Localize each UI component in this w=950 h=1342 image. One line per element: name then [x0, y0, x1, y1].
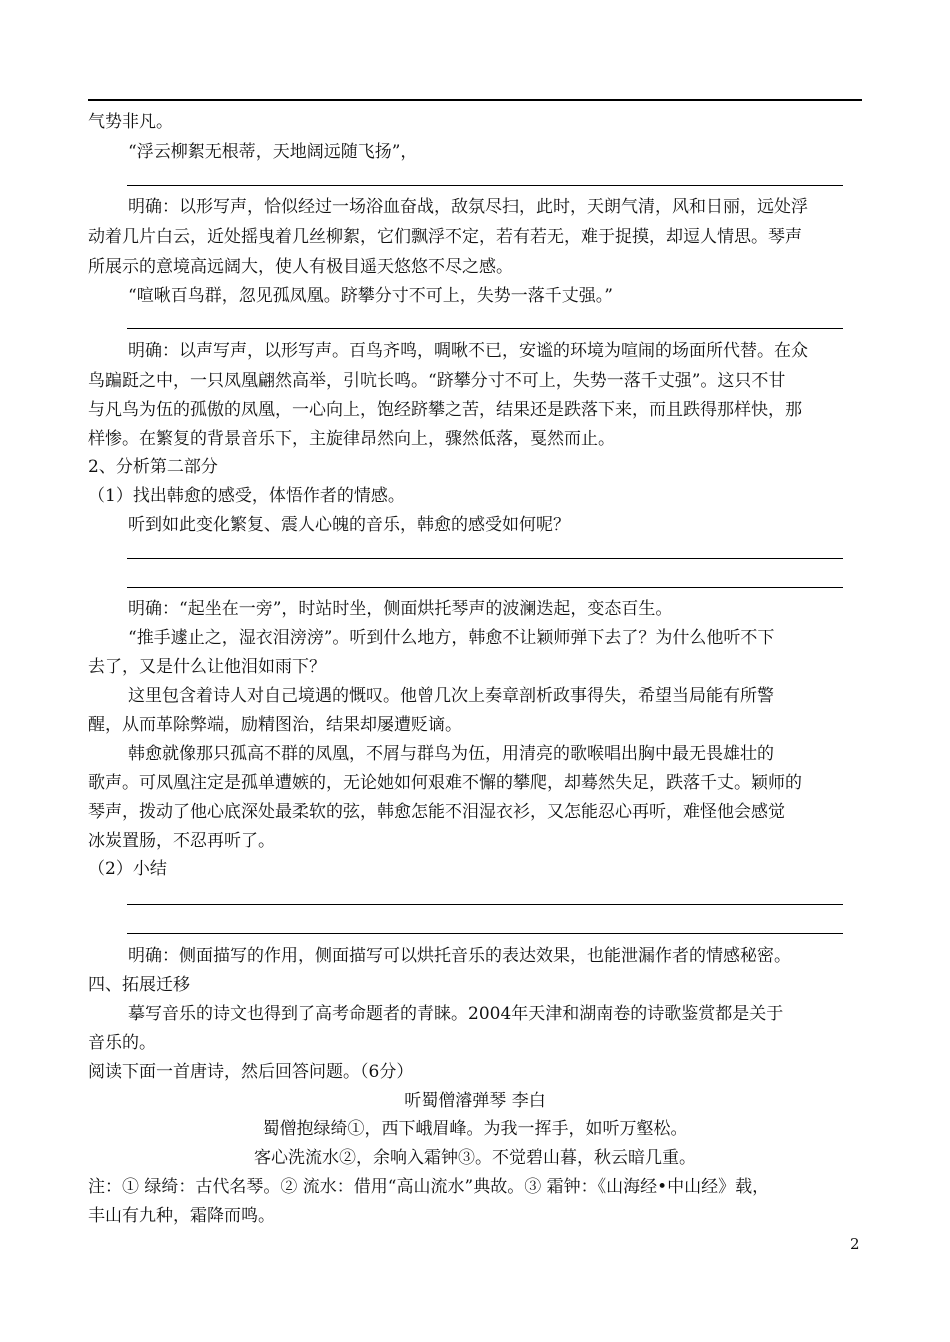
- answer-line: [127, 587, 843, 588]
- text-line: 与凡鸟为伍的孤傲的凤凰，一心向上，饱经跻攀之苦，结果还是跌落下来，而且跌得那样快，那: [88, 400, 802, 420]
- text-line: 动着几片白云，近处摇曳着几丝柳絮，它们飘浮不定，若有若无，难于捉摸，却逗人情思。琴声: [88, 227, 802, 247]
- answer-line: [127, 558, 843, 559]
- quote-line: “喧啾百鸟群，忽见孤凤凰。跻攀分寸不可上，失势一落千丈强。”: [128, 286, 613, 306]
- text-line: 去了，又是什么让他泪如雨下？: [88, 657, 326, 677]
- text-line: 鸟蹁跹之中，一只凤凰翩然高举，引吭长鸣。“跻攀分寸不可上，失势一落千丈强”。这只不甘: [88, 371, 786, 391]
- text-line: 歌声。可凤凰注定是孤单遭嫉的，无论她如何艰难不懈的攀爬，却蓦然失足，跌落千丈。颖师的: [88, 773, 802, 793]
- poem-title: 听蜀僧濬弹琴 李白: [404, 1091, 546, 1111]
- header-rule: [88, 99, 862, 101]
- sub-heading: （2）小结: [88, 859, 167, 879]
- text-line: 冰炭置肠，不忍再听了。: [88, 831, 275, 851]
- text-line: 明确：侧面描写的作用，侧面描写可以烘托音乐的表达效果，也能泄漏作者的情感秘密。: [128, 946, 791, 966]
- text-line: 阅读下面一首唐诗，然后回答问题。（6分）: [88, 1062, 414, 1082]
- poem-line: 客心洗流水②，余响入霜钟③。不觉碧山暮，秋云暗几重。: [254, 1148, 696, 1168]
- text-line: 明确：“起坐在一旁”，时站时坐，侧面烘托琴声的波澜迭起，变态百生。: [128, 599, 673, 619]
- quote-line: “浮云柳絮无根蒂，天地阔远随飞扬”，: [128, 142, 418, 162]
- answer-line: [127, 185, 843, 186]
- text-line: 摹写音乐的诗文也得到了高考命题者的青睐。2004年天津和湖南卷的诗歌鉴赏都是关于: [128, 1004, 784, 1024]
- text-line: 醒，从而革除弊端，励精图治，结果却屡遭贬谪。: [88, 715, 462, 735]
- page-number: 2: [850, 1235, 860, 1253]
- section-heading: 2、分析第二部分: [88, 457, 218, 477]
- answer-line: [127, 904, 843, 905]
- note-line: 注：① 绿绮：古代名琴。② 流水：借用“高山流水”典故。③ 霜钟：《山海经•中山经》载，: [88, 1177, 770, 1197]
- sub-heading: （1）找出韩愈的感受，体悟作者的情感。: [88, 486, 405, 506]
- answer-line: [127, 933, 843, 934]
- text-line: 明确：以声写声，以形写声。百鸟齐鸣，啁啾不已，安谧的环境为喧闹的场面所代替。在众: [128, 341, 808, 361]
- text-line: 这里包含着诗人对自己境遇的慨叹。他曾几次上奏章剖析政事得失，希望当局能有所警: [128, 686, 774, 706]
- text-line: “推手遽止之，湿衣泪滂滂”。听到什么地方，韩愈不让颖师弹下去了？为什么他听不下: [128, 628, 775, 648]
- text-line: 音乐的。: [88, 1033, 156, 1053]
- answer-line: [127, 328, 843, 329]
- note-line: 丰山有九种，霜降而鸣。: [88, 1206, 275, 1226]
- section-heading: 四、拓展迁移: [88, 975, 190, 995]
- text-line: 琴声，拨动了他心底深处最柔软的弦，韩愈怎能不泪湿衣衫，又怎能忍心再听，难怪他会感觉: [88, 802, 785, 822]
- text-line: 韩愈就像那只孤高不群的凤凰，不屑与群鸟为伍，用清亮的歌喉唱出胸中最无畏雄壮的: [128, 744, 774, 764]
- question-line: 听到如此变化繁复、震人心魄的音乐，韩愈的感受如何呢？: [128, 515, 570, 535]
- text-line: 气势非凡。: [88, 112, 173, 132]
- text-line: 样惨。在繁复的背景音乐下，主旋律昂然向上，骤然低落，戛然而止。: [88, 429, 615, 449]
- text-line: 所展示的意境高远阔大，使人有极目遥天悠悠不尽之感。: [88, 257, 513, 277]
- poem-line: 蜀僧抱绿绮①，西下峨眉峰。为我一挥手，如听万壑松。: [262, 1119, 688, 1139]
- text-line: 明确：以形写声，恰似经过一场浴血奋战，敌氛尽扫，此时，天朗气清，风和日丽，远处浮: [128, 197, 808, 217]
